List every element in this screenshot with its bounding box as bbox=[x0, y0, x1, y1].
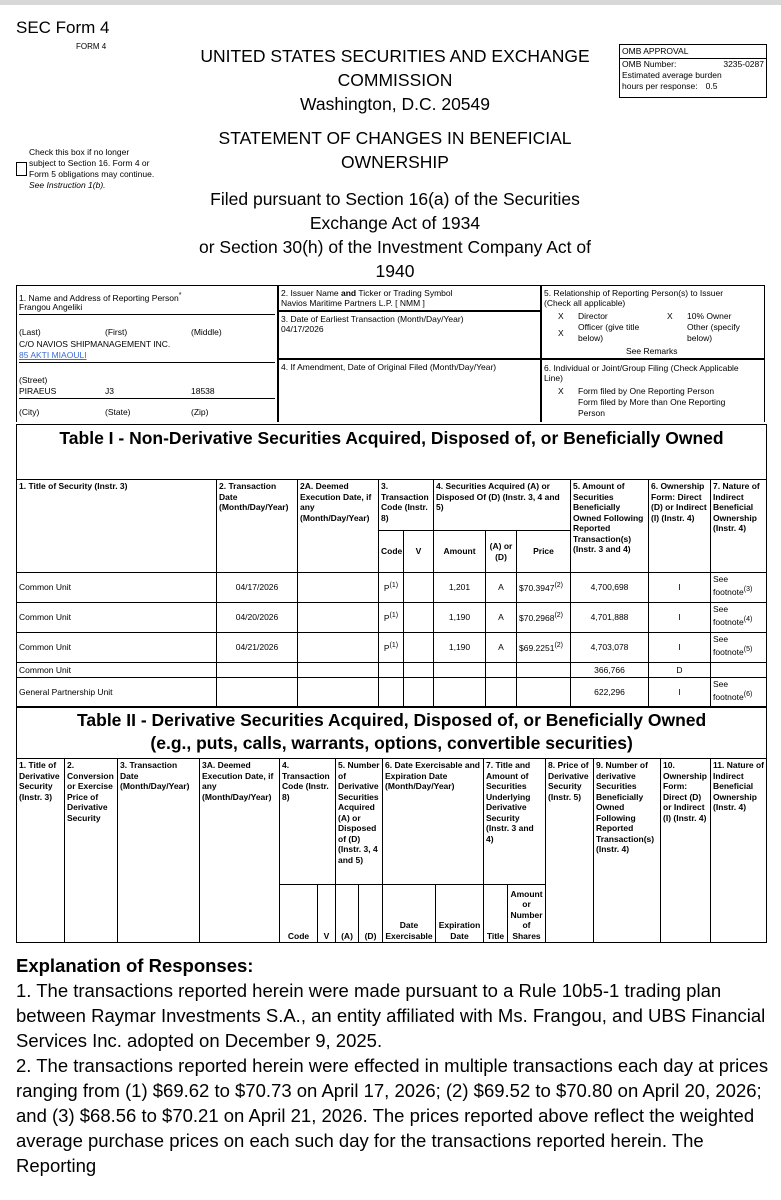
t1-cell-title: Common Unit bbox=[17, 603, 217, 633]
first-label: (First) bbox=[105, 327, 128, 337]
reporting-person-name[interactable]: Frangou Angeliki bbox=[19, 302, 83, 312]
t1-cell-v bbox=[404, 663, 434, 678]
explanation-heading: Explanation of Responses: bbox=[16, 955, 254, 976]
t1-col6-header: 6. Ownership Form: Direct (D) or Indirect (I) (Instr. 4) bbox=[649, 480, 711, 573]
t1-cell-nature bbox=[711, 573, 767, 603]
t1-cell-price bbox=[517, 663, 571, 678]
t1-cell-code bbox=[379, 633, 404, 663]
nature-value: See footnote bbox=[713, 604, 744, 627]
t1-cell-code bbox=[379, 678, 404, 708]
divider bbox=[19, 398, 275, 399]
code-value: P bbox=[383, 613, 390, 624]
t1-cell-amount bbox=[434, 663, 486, 678]
officer-check[interactable]: X bbox=[558, 328, 564, 338]
footnote-1: 1. The transactions reported herein were made pursuant to a Rule 10b5-1 trading plan between Raymar Investments S.A., an entity affiliated with Ms. Frangou, and UBS Financial Services Inc. adopted on December 9, 2025. bbox=[16, 980, 766, 1051]
table-derivative bbox=[16, 706, 767, 943]
t2-col8-header: 8. Price of Derivative Security (Instr. 5) bbox=[546, 759, 594, 943]
t1-cell-date bbox=[217, 678, 298, 708]
box1-label-text: 1. Name and Address of Reporting Person bbox=[19, 292, 179, 303]
footnote-ref: (3) bbox=[743, 585, 753, 593]
t1-cell-owned: 366,766 bbox=[571, 663, 649, 678]
code-value: P bbox=[383, 583, 390, 594]
box2-label bbox=[281, 288, 453, 299]
footnote-ref: (1) bbox=[389, 612, 399, 620]
t1-cell-date: 04/21/2026 bbox=[217, 633, 298, 663]
t1-cell-amount: 1,190 bbox=[434, 633, 486, 663]
footnote-ref: (2) bbox=[554, 582, 564, 590]
footnote-ref: (5) bbox=[743, 645, 753, 653]
issuer-name: Navios Maritime Partners L.P. [ NMM ] bbox=[281, 298, 425, 308]
officer-label bbox=[578, 322, 639, 343]
price-value: $70.3947 bbox=[519, 583, 555, 594]
table-row bbox=[17, 663, 767, 678]
box3-label: 3. Date of Earliest Transaction (Month/Day/Year) bbox=[281, 314, 464, 324]
box2-label-and: and bbox=[341, 288, 357, 298]
t2-col10-header: 10. Ownership Form: Direct (D) or Indirect (I) (Instr. 4) bbox=[661, 759, 711, 943]
t1-cell-date: 04/20/2026 bbox=[217, 603, 298, 633]
t1-cell-nature bbox=[711, 663, 767, 678]
omb-approval-box bbox=[619, 44, 767, 98]
t2-col1-header: 1. Title of Derivative Security (Instr. 3) bbox=[17, 759, 65, 943]
statement-line: OWNERSHIP bbox=[341, 152, 449, 172]
t1-sub-code: Code bbox=[379, 531, 404, 573]
t2-sub-code: Code bbox=[280, 885, 318, 943]
box6-filing-type bbox=[541, 359, 765, 422]
t1-cell-aord bbox=[486, 663, 517, 678]
t2-col3a-header: 3A. Deemed Execution Date, if any (Month/Day/Year) bbox=[200, 759, 280, 943]
divider bbox=[19, 314, 275, 315]
agency-line: Washington, D.C. 20549 bbox=[299, 94, 490, 114]
t2-sub-v: V bbox=[318, 885, 336, 943]
middle-label: (Middle) bbox=[191, 327, 222, 337]
t1-cell-date bbox=[217, 663, 298, 678]
address-line1: C/O NAVIOS SHIPMANAGEMENT INC. bbox=[19, 339, 171, 349]
top-bar bbox=[0, 0, 781, 5]
box1-reporting-person bbox=[16, 285, 278, 422]
footnote-ref: (1) bbox=[389, 582, 399, 590]
table-row bbox=[17, 678, 767, 708]
t1-sub-v: V bbox=[404, 531, 434, 573]
more-person-line: Form filed by More than One Reporting bbox=[578, 397, 726, 407]
box2-issuer bbox=[278, 285, 541, 311]
omb-title: OMB APPROVAL bbox=[620, 45, 766, 59]
t1-cell-v bbox=[404, 603, 434, 633]
statement-line: STATEMENT OF CHANGES IN BENEFICIAL bbox=[218, 128, 572, 148]
footnote-ref: (2) bbox=[554, 642, 564, 650]
t1-cell-nature bbox=[711, 678, 767, 708]
footnote-ref: (4) bbox=[743, 615, 753, 623]
t1-cell-form: I bbox=[649, 678, 711, 708]
filed-line: 1940 bbox=[375, 261, 415, 281]
officer-label-1: Officer (give title bbox=[578, 322, 640, 332]
city-label: (City) bbox=[19, 407, 40, 417]
table2-title-line2: (e.g., puts, calls, warrants, options, convertible securities) bbox=[150, 733, 633, 753]
t2-col3-header: 3. Transaction Date (Month/Day/Year) bbox=[118, 759, 200, 943]
footnote-ref: (2) bbox=[554, 612, 564, 620]
t1-cell-v bbox=[404, 633, 434, 663]
omb-hours-row bbox=[620, 81, 766, 92]
director-label: Director bbox=[578, 311, 608, 321]
t2-sub-exercisable: Date Exercisable bbox=[383, 885, 436, 943]
t1-cell-v bbox=[404, 573, 434, 603]
other-label-2: below) bbox=[687, 332, 713, 343]
t2-col11-header: 11. Nature of Indirect Beneficial Ownership (Instr. 4) bbox=[711, 759, 767, 943]
t1-cell-price bbox=[517, 603, 571, 633]
check-text-line: See Instruction 1(b). bbox=[29, 180, 106, 190]
t1-sub-price: Price bbox=[517, 531, 571, 573]
box4-label: 4. If Amendment, Date of Original Filed (Month/Day/Year) bbox=[281, 362, 497, 372]
t1-cell-aord: A bbox=[486, 603, 517, 633]
ten-pct-label: 10% Owner bbox=[687, 311, 732, 321]
t1-cell-form: I bbox=[649, 573, 711, 603]
one-person-check[interactable]: X bbox=[558, 386, 564, 396]
nature-value: See footnote bbox=[713, 634, 744, 657]
t1-cell-form: I bbox=[649, 603, 711, 633]
ten-pct-check[interactable]: X bbox=[667, 311, 673, 321]
agency-line: UNITED STATES SECURITIES AND EXCHANGE bbox=[200, 46, 590, 66]
t1-cell-code bbox=[379, 603, 404, 633]
t2-col9-header: 9. Number of derivative Securities Beneficially Owned Following Reported Transaction(s) (Instr. 4) bbox=[594, 759, 661, 943]
other-label bbox=[687, 322, 740, 343]
nature-value: See footnote bbox=[713, 574, 744, 597]
t1-col7-header: 7. Nature of Indirect Beneficial Ownership (Instr. 4) bbox=[711, 480, 767, 573]
t1-col2-header: 2. Transaction Date (Month/Day/Year) bbox=[217, 480, 298, 573]
city-value: PIRAEUS bbox=[19, 386, 57, 396]
t2-sub-d: (D) bbox=[359, 885, 383, 943]
more-person-line: Person bbox=[578, 407, 605, 418]
t1-cell-price bbox=[517, 678, 571, 708]
director-check[interactable]: X bbox=[558, 311, 564, 321]
see-remarks: See Remarks bbox=[626, 346, 678, 356]
box5-label-2: (Check all applicable) bbox=[544, 298, 626, 308]
t1-cell-title: Common Unit bbox=[17, 573, 217, 603]
state-value: J3 bbox=[105, 386, 114, 396]
t1-sub-aord: (A) or (D) bbox=[486, 531, 517, 573]
table-non-derivative bbox=[16, 424, 767, 708]
t1-cell-deemed bbox=[298, 663, 379, 678]
omb-number-row bbox=[620, 59, 766, 70]
t1-cell-deemed bbox=[298, 573, 379, 603]
t1-cell-title: General Partnership Unit bbox=[17, 678, 217, 708]
table1-title: Table I - Non-Derivative Securities Acquired, Disposed of, or Beneficially Owned bbox=[17, 425, 767, 480]
filed-pursuant-heading bbox=[150, 187, 640, 283]
table-row bbox=[17, 633, 767, 663]
box5-label-1: 5. Relationship of Reporting Person(s) to Issuer bbox=[544, 288, 724, 298]
omb-burden-row bbox=[620, 70, 766, 81]
one-person-label: Form filed by One Reporting Person bbox=[578, 386, 715, 396]
divider bbox=[19, 362, 275, 363]
table-row bbox=[17, 573, 767, 603]
t1-cell-deemed bbox=[298, 633, 379, 663]
t1-cell-price bbox=[517, 633, 571, 663]
t1-sub-amount: Amount bbox=[434, 531, 486, 573]
t1-cell-form: I bbox=[649, 633, 711, 663]
t1-cell-owned: 4,700,698 bbox=[571, 573, 649, 603]
filed-line: or Section 30(h) of the Investment Company Act of bbox=[198, 237, 591, 257]
t1-col3-header: 3. Transaction Code (Instr. 8) bbox=[379, 480, 434, 531]
t1-cell-aord: A bbox=[486, 633, 517, 663]
footnote-ref: (6) bbox=[743, 690, 753, 698]
table2-title bbox=[17, 707, 767, 759]
check-text-line: subject to Section 16. Form 4 or bbox=[29, 158, 150, 168]
t1-cell-aord: A bbox=[486, 573, 517, 603]
t2-sub-expiration: Expiration Date bbox=[436, 885, 484, 943]
state-label: (State) bbox=[105, 407, 131, 417]
zip-label: (Zip) bbox=[191, 407, 209, 417]
t1-col5-header: 5. Amount of Securities Beneficially Owned Following Reported Transaction(s) (Instr. 3 and 4) bbox=[571, 480, 649, 573]
street-label: (Street) bbox=[19, 375, 48, 385]
t1-cell-nature bbox=[711, 603, 767, 633]
t1-cell-form: D bbox=[649, 663, 711, 678]
t1-cell-code bbox=[379, 663, 404, 678]
table-row bbox=[17, 603, 767, 633]
t2-sub-title: Title bbox=[484, 885, 508, 943]
box2-label-pre: 2. Issuer Name bbox=[281, 288, 341, 298]
t1-cell-amount: 1,190 bbox=[434, 603, 486, 633]
box4-amendment bbox=[278, 359, 541, 422]
t1-cell-title: Common Unit bbox=[17, 663, 217, 678]
footnote-2: 2. The transactions reported herein were effected in multiple transactions each day at prices ranging from (1) $69.62 to $70.73 on April 17, 2026; (2) $69.52 to $70.80 on April 20, 2026; and (3) $68.56 to $70.21 on April 21, 2026. The prices reported above reflect the weighted average purchase prices on each such day for the transactions reported herein. The Reporting bbox=[16, 1055, 769, 1176]
t2-col5-header: 5. Number of Derivative Securities Acquired (A) or Disposed of (D) (Instr. 3, 4 and 5) bbox=[336, 759, 383, 885]
address-line2-link[interactable]: 85 AKTI MIAOULI bbox=[19, 350, 87, 360]
earliest-date-value: 04/17/2026 bbox=[281, 324, 324, 334]
filed-line: Filed pursuant to Section 16(a) of the Securities bbox=[210, 189, 580, 209]
zip-value: 18538 bbox=[191, 386, 215, 396]
code-value: P bbox=[383, 643, 390, 654]
box3-earliest-date bbox=[278, 311, 541, 359]
t2-col2-header: 2. Conversion or Exercise Price of Derivative Security bbox=[65, 759, 118, 943]
box2-label-post: Ticker or Trading Symbol bbox=[356, 288, 453, 298]
t1-cell-owned: 622,296 bbox=[571, 678, 649, 708]
box1-star: * bbox=[178, 292, 182, 299]
check-text-line: Form 5 obligations may continue. bbox=[29, 169, 155, 179]
other-label-1: Other (specify bbox=[687, 322, 740, 332]
t1-cell-amount bbox=[434, 678, 486, 708]
box5-relationship bbox=[541, 285, 765, 359]
t1-cell-owned: 4,703,078 bbox=[571, 633, 649, 663]
t1-cell-nature bbox=[711, 633, 767, 663]
form-label: FORM 4 bbox=[76, 42, 107, 51]
omb-number-value: 3235-0287 bbox=[723, 59, 764, 69]
sec-form-title: SEC Form 4 bbox=[16, 18, 110, 37]
t1-cell-date: 04/17/2026 bbox=[217, 573, 298, 603]
t1-cell-v bbox=[404, 678, 434, 708]
t1-cell-owned: 4,701,888 bbox=[571, 603, 649, 633]
box6-label-2: Line) bbox=[544, 373, 563, 383]
t1-cell-deemed bbox=[298, 678, 379, 708]
agency-heading bbox=[150, 44, 640, 116]
t1-col4-header: 4. Securities Acquired (A) or Disposed Of (D) (Instr. 3, 4 and 5) bbox=[434, 480, 571, 531]
last-label: (Last) bbox=[19, 327, 41, 337]
t1-cell-title: Common Unit bbox=[17, 633, 217, 663]
omb-hours-label: hours per response: bbox=[622, 81, 698, 91]
agency-line: COMMISSION bbox=[337, 70, 453, 90]
t2-sub-a: (A) bbox=[336, 885, 359, 943]
t1-cell-amount: 1,201 bbox=[434, 573, 486, 603]
t2-sub-amount: Amount or Number of Shares bbox=[508, 885, 546, 943]
t1-col2a-header: 2A. Deemed Execution Date, if any (Month/Day/Year) bbox=[298, 480, 379, 573]
t1-cell-code bbox=[379, 573, 404, 603]
t1-cell-aord bbox=[486, 678, 517, 708]
omb-hours-value: 0.5 bbox=[705, 81, 718, 91]
filed-line: Exchange Act of 1934 bbox=[309, 213, 481, 233]
explanation-of-responses bbox=[16, 953, 771, 1178]
omb-number-label: OMB Number: bbox=[622, 59, 677, 69]
section16-checkbox[interactable] bbox=[16, 162, 27, 176]
t2-col6-header: 6. Date Exercisable and Expiration Date (Month/Day/Year) bbox=[383, 759, 484, 885]
t2-col4-header: 4. Transaction Code (Instr. 8) bbox=[280, 759, 336, 885]
t1-cell-deemed bbox=[298, 603, 379, 633]
price-value: $70.2968 bbox=[519, 613, 555, 624]
table2-title-line1: Table II - Derivative Securities Acquired, Disposed of, or Beneficially Owned bbox=[77, 710, 707, 730]
omb-burden-label: Estimated average burden bbox=[622, 70, 722, 80]
statement-heading bbox=[150, 126, 640, 174]
t1-cell-price bbox=[517, 573, 571, 603]
t1-col1-header: 1. Title of Security (Instr. 3) bbox=[17, 480, 217, 573]
check-text-line: Check this box if no longer bbox=[29, 147, 130, 157]
more-person-label bbox=[578, 397, 725, 418]
footnote-ref: (1) bbox=[389, 642, 399, 650]
box6-label-1: 6. Individual or Joint/Group Filing (Check Applicable bbox=[544, 363, 739, 373]
price-value: $69.2251 bbox=[519, 643, 555, 654]
t2-col7-header: 7. Title and Amount of Securities Underlying Derivative Security (Instr. 3 and 4) bbox=[484, 759, 546, 885]
officer-label-2: below) bbox=[578, 332, 604, 343]
nature-value: See footnote bbox=[713, 679, 744, 702]
